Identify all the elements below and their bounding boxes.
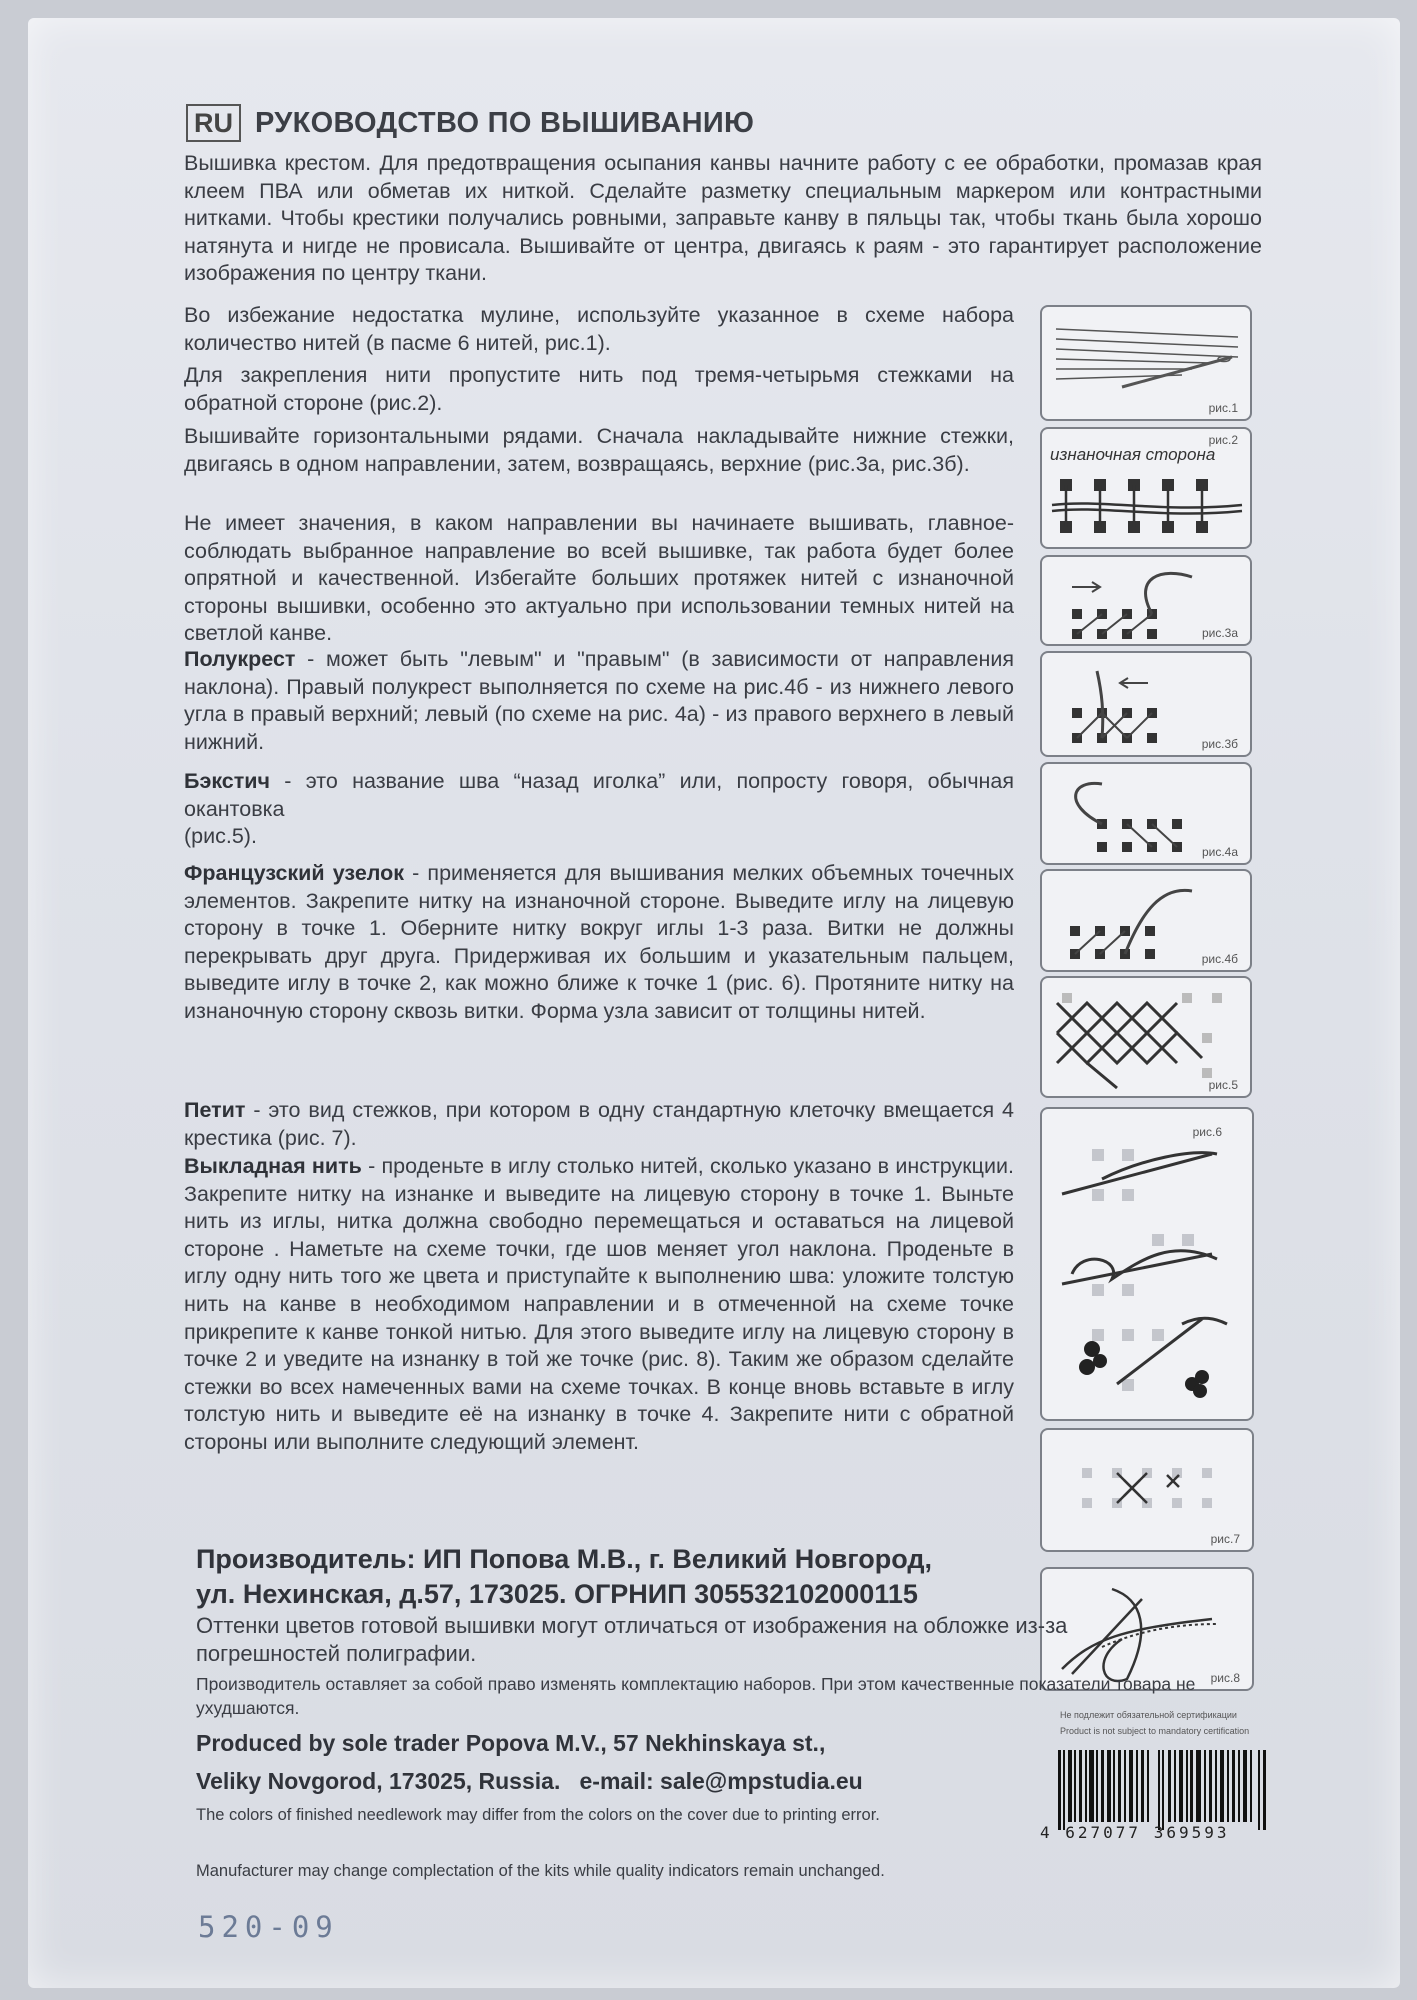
figure-3b-label: рис.3б <box>1201 737 1238 751</box>
couching-body: - проденьте в иглу столько нитей, сколько указано в инструкции. Закрепите нитку на изнанке и выведите на лицевую сторону в точке 1. Выньте нить из иглы, нитка должна свободно перемещаться и оставаться на лицевой стороне . Наметьте на схеме точки, где шов меняет угол наклона. Проденьте в иглу одну нить того же цвета и приступайте к выполнению шва: уложите толстую нить на канве в необходимом направлении и в отмеченной на схеме точке прикрепите к канве тонкой нитью. Для этого выведите иглу на лицевую сторону в точке 2 и уведите на изнанку в той же точке (рис. 8). Таким же образом сделайте стежки во всех намеченных вами на схеме точках. В конце вновь вставьте в иглу толстую нить и выведите её на изнанку в точке 4. Закрепите нити с обратной стороны или выполните следующий элемент. <box>184 1154 1014 1454</box>
paragraph-threads: Во избежание недостатка мулине, используйте указанное в схеме набора количество нитей (в пасме 6 нитей, рис.1). <box>184 303 1014 355</box>
figure-4a <box>1040 762 1252 865</box>
couching-title: Выкладная нить <box>184 1154 362 1178</box>
manufacturer-line-2: ул. Нехинская, д.57, 173025. ОГРНИП 305532102000115 <box>196 1579 918 1609</box>
cert-note-en: Product is not subject to mandatory certification <box>1060 1726 1250 1736</box>
address-en: Veliky Novgorod, 173025, Russia. <box>196 1768 561 1794</box>
figure-3b <box>1040 651 1252 757</box>
paragraph-direction: Не имеет значения, в каком направлении вы начинаете вышивать, главное-соблюдать выбранное направление во всей вышивке, так работа будет более опрятной и качественной. Избегайте больших протяжек нитей с изнаночной стороны вышивки, особенно это актуально при использовании темных нитей на светлой канве. <box>184 511 1014 646</box>
page-title: РУКОВОДСТВО ПО ВЫШИВАНИЮ <box>255 106 755 139</box>
manufacturer-en-line-1: Produced by sole trader Popova M.V., 57 Nekhinskaya st., <box>196 1730 826 1756</box>
colors-note-en: The colors of finished needlework may differ from the colors on the cover due to printing error. <box>196 1806 880 1824</box>
french-knot-steps-icon <box>1042 1109 1254 1421</box>
half-cross-body: - может быть "левым" и "правым" (в зависимости от направления наклона). Правый полукрест выполняется по схеме на рис.4б - из нижнего левого угла в правый верхний; левый (по схеме на рис. 4а) - из правого верхнего в левый нижний. <box>184 647 1014 754</box>
intro-paragraph: Вышивка крестом. Для предотвращения осыпания канвы начните работу с ее обработки, промазав края клеем ПВА или обметав их ниткой. Сделайте разметку специальным маркером или контрастными нитками. Чтобы крестики получались ровными, заправьте канву в пяльцы так, чтобы ткань была хорошо натянута и нигде не провисала. Вышивайте от центра, двигаясь к раям - это гарантирует расположение изображения по центру ткани. <box>184 151 1262 286</box>
figure-8-label: рис.8 <box>1210 1671 1240 1685</box>
figure-4a-label: рис.4а <box>1201 845 1238 859</box>
barcode-digits: 4 627077 369593 <box>1040 1823 1230 1842</box>
figure-4b-label: рис.4б <box>1201 952 1238 966</box>
figure-6 <box>1040 1107 1254 1421</box>
backstitch-body: - это название шва “назад иголка” или, попросту говоря, обычная окантовка <box>184 769 1014 821</box>
language-badge: RU <box>186 104 241 142</box>
paragraph-half-cross <box>184 646 1014 756</box>
paragraph-fasten: Для закрепления нити пропустите нить под тремя-четырьмя стежками на обратной стороне (рис.2). <box>184 363 1014 415</box>
paragraph-rows: Вышивайте горизонтальными рядами. Сначала накладывайте нижние стежки, двигаясь в одном направлении, затем, возвращаясь, верхние (рис.3а, рис.3б). <box>184 424 1014 476</box>
french-knot-title: Французский узелок <box>184 861 405 885</box>
french-knot-body: - применяется для вышивания мелких объемных точечных элементов. Закрепите нитку на изнаночной стороне. Выведите иглу на лицевую сторону в точке 1. Оберните нитку вокруг иглы 1-3 раза. Витки не должны перекрывать друг друга. Придерживая их большим и указательным пальцем, выведите иглу в точке 2, как можно ближе к точке 1 (рис. 6). Протяните нитку на изнаночную сторону сквозь витки. Форма узла зависит от толщины нитей. <box>184 861 1014 1023</box>
figure-5-label: рис.5 <box>1208 1078 1238 1092</box>
paragraph-petit <box>184 1097 1014 1152</box>
petit-title: Петит <box>184 1098 246 1122</box>
manufacturer-ru <box>196 1542 1196 1612</box>
header <box>186 104 754 142</box>
petit-body: - это вид стежков, при котором в одну стандартную клеточку вмещается 4 крестика (рис. 7). <box>184 1098 1014 1150</box>
manufacturer-line-1: Производитель: ИП Попова М.В., г. Великий Новгород, <box>196 1544 933 1574</box>
figure-3a <box>1040 555 1252 646</box>
backstitch-ref: (рис.5). <box>184 824 257 849</box>
half-cross-title: Полукрест <box>184 647 296 671</box>
figure-1-label: рис.1 <box>1208 401 1238 415</box>
paragraph-couching <box>184 1153 1014 1457</box>
figure-2-label: рис.2 <box>1208 433 1238 447</box>
manufacturer-note-en: Manufacturer may change complectation of the kits while quality indicators remain unchanged. <box>196 1862 885 1880</box>
email-link[interactable]: e-mail: sale@mpstudia.eu <box>579 1768 863 1794</box>
figure-5 <box>1040 976 1252 1098</box>
backstitch-title: Бэкстич <box>184 769 270 793</box>
paragraph-french-knot <box>184 860 1014 1026</box>
figure-2 <box>1040 427 1252 549</box>
figure-2-caption: изнаночная сторона <box>1050 445 1216 464</box>
figure-7-label: рис.7 <box>1210 1532 1240 1546</box>
cert-note-ru: Не подлежит обязательной сертификации <box>1060 1710 1237 1720</box>
batch-stamp: 520-09 <box>198 1910 339 1944</box>
figure-3a-label: рис.3а <box>1201 626 1238 640</box>
figure-7 <box>1040 1428 1254 1552</box>
rights-note-ru: Производитель оставляет за собой право изменять комплектацию наборов. При этом качественные показатели товара не ухудшаются. <box>196 1674 1196 1718</box>
figure-4b <box>1040 869 1252 972</box>
paragraph-backstitch <box>184 768 1014 851</box>
figure-6-label: рис.6 <box>1192 1125 1222 1139</box>
colors-note-ru: Оттенки цветов готовой вышивки могут отличаться от изображения на обложке из-за погрешностей полиграфии. <box>196 1613 1068 1666</box>
reverse-side-icon <box>1042 429 1252 549</box>
figure-1 <box>1040 305 1252 421</box>
